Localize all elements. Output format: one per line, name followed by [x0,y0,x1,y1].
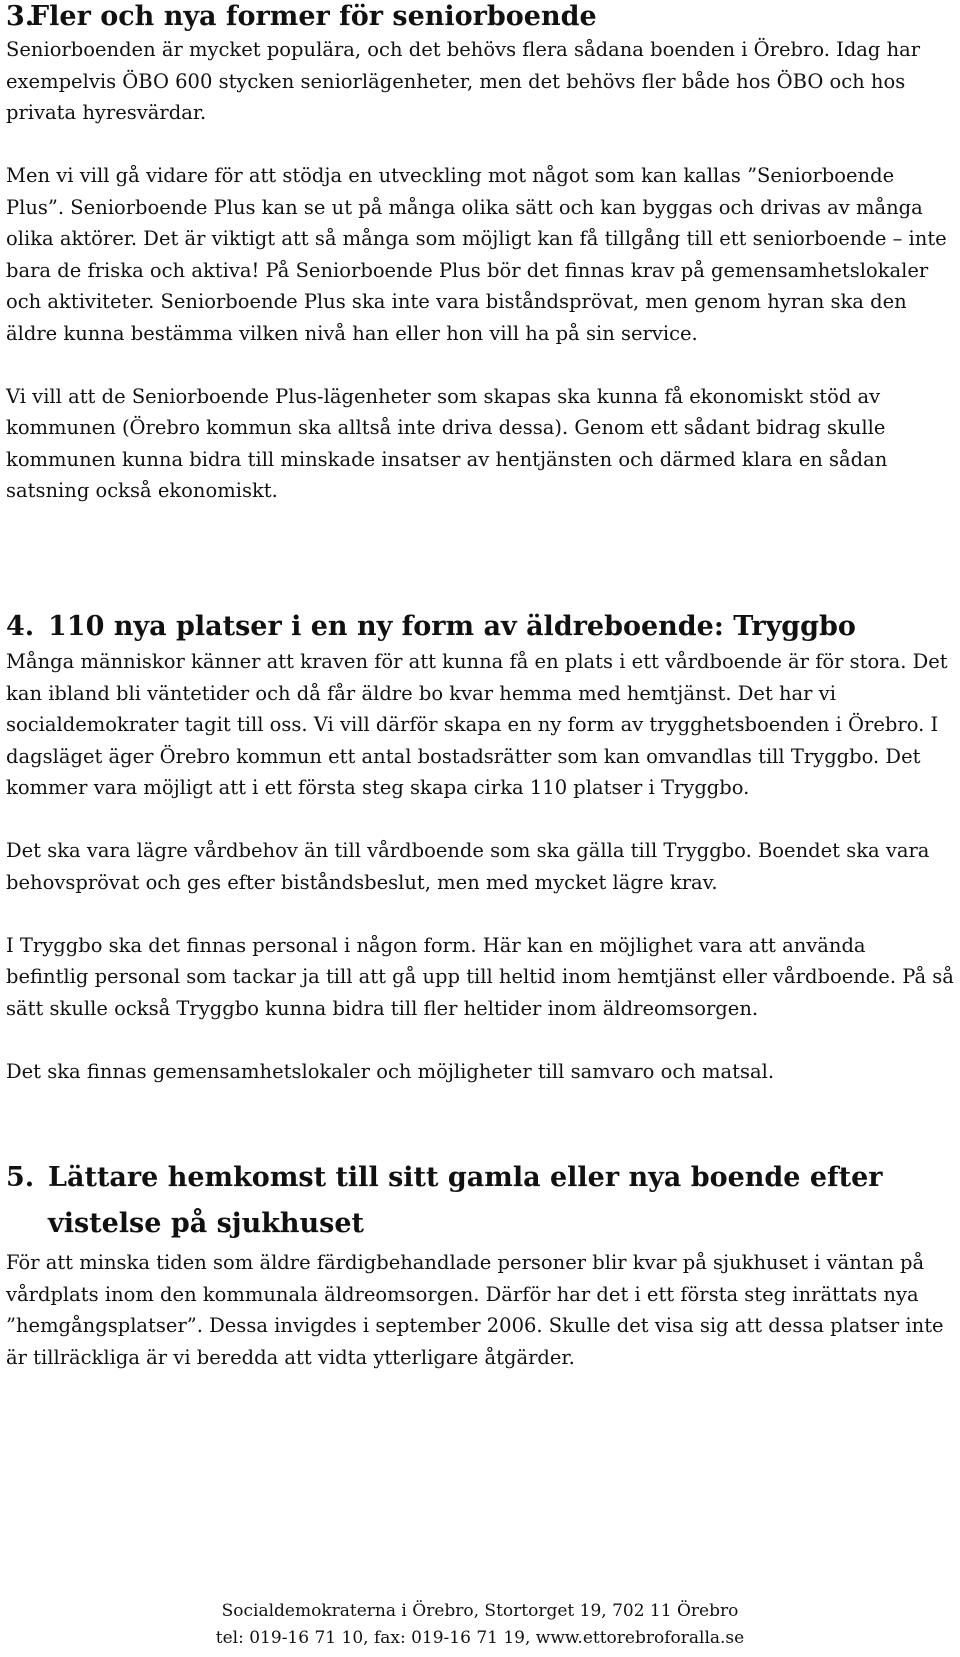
paragraph: Det ska vara lägre vårdbehov än till vårdboende som ska gälla till Tryggbo. Boendet ska vara behovsprövat och ges efter biståndsbeslut, men med mycket lägre krav. [6,839,930,894]
paragraph: Seniorboenden är mycket populära, och det behövs flera sådana boenden i Örebro. Idag har exempelvis ÖBO 600 stycken seniorlägenheter, men det behövs fler både hos ÖBO och hos privata hyresvärdar. [6,38,921,124]
paragraph: Vi vill att de Seniorboende Plus-lägenheter som skapas ska kunna få ekonomiskt stöd av kommunen (Örebro kommun ska alltså inte driva dessa). Genom ett sådant bidrag skulle kommunen kunna bidra till minskade insatser av hentjänsten och därmed klara en sådan satsning också ekonomiskt. [6,384,888,502]
page-footer [6,1598,954,1652]
paragraph: För att minska tiden som äldre färdigbehandlade personer blir kvar på sjukhuset i väntan på vårdplats inom den kommunala äldreomsorgen. Därför har det i ett första steg inrättats nya ”hemgångsplatser”. Dessa invigdes i september 2006. Skulle det visa sig att dessa platser inte är tillräckliga är vi beredda att vidta ytterligare åtgärder. [6,1251,944,1369]
paragraph: I Tryggbo ska det finnas personal i någon form. Här kan en möjlighet vara att använda befintlig personal som tackar ja till att gå upp till heltid inom hemtjänst eller vårdboende. På så sätt skulle också Tryggbo kunna bidra till fler heltider inom äldreomsorgen. [6,933,954,1020]
section-heading [6,608,954,646]
paragraph: Men vi vill gå vidare för att stödja en utveckling mot något som kan kallas ”Seniorboende Plus”. Seniorboende Plus kan se ut på många olika sätt och kan byggas och drivas av många olika aktörer. Det är viktigt att så många som möjligt kan få tillgång till ett seniorboende – inte bara de friska och aktiva! På Seniorboende Plus bör det finnas krav på gemensamhetslokaler och aktiviteter. Seniorboende Plus ska inte vara biståndsprövat, men genom hyran ska den äldre kunna bestämma vilken nivå han eller hon vill ha på sin service. [6,164,947,345]
section-number: 4. [6,611,35,642]
section-3 [6,0,954,507]
section-5 [6,1155,954,1373]
footer-contact: tel: 019-16 71 10, fax: 019-16 71 19, www.ettorebroforalla.se [215,1628,745,1648]
paragraph: Många människor känner att kraven för att kunna få en plats i ett vårdboende är för stora. Det kan ibland bli väntetider och då får äldre bo kvar hemma med hemtjänst. Det har vi socialdemokrater tagit till oss. Vi vill därför skapa en ny form av trygghetsboenden i Örebro. I dagsläget äger Örebro kommun ett antal bostadsrätter som kan omvandlas till Tryggbo. Det kommer vara möjligt att i ett första steg skapa cirka 110 platser i Tryggbo. [6,650,948,799]
footer-address: Socialdemokraterna i Örebro, Stortorget 19, 702 11 Örebro [221,1601,739,1621]
section-4 [6,608,954,1087]
section-title: Fler och nya former för seniorboende [30,1,597,32]
paragraph: Det ska finnas gemensamhetslokaler och möjligheter till samvaro och matsal. [6,1059,775,1083]
section-heading [6,1155,954,1247]
section-title: Lättare hemkomst till sitt gamla eller nya boende efter vistelse på sjukhuset [48,1162,883,1239]
section-number: 5. [6,1162,35,1193]
section-title: 110 nya platser i en ny form av äldreboende: Tryggbo [48,611,856,642]
section-heading [6,0,954,34]
section-number: 3. [6,1,35,32]
